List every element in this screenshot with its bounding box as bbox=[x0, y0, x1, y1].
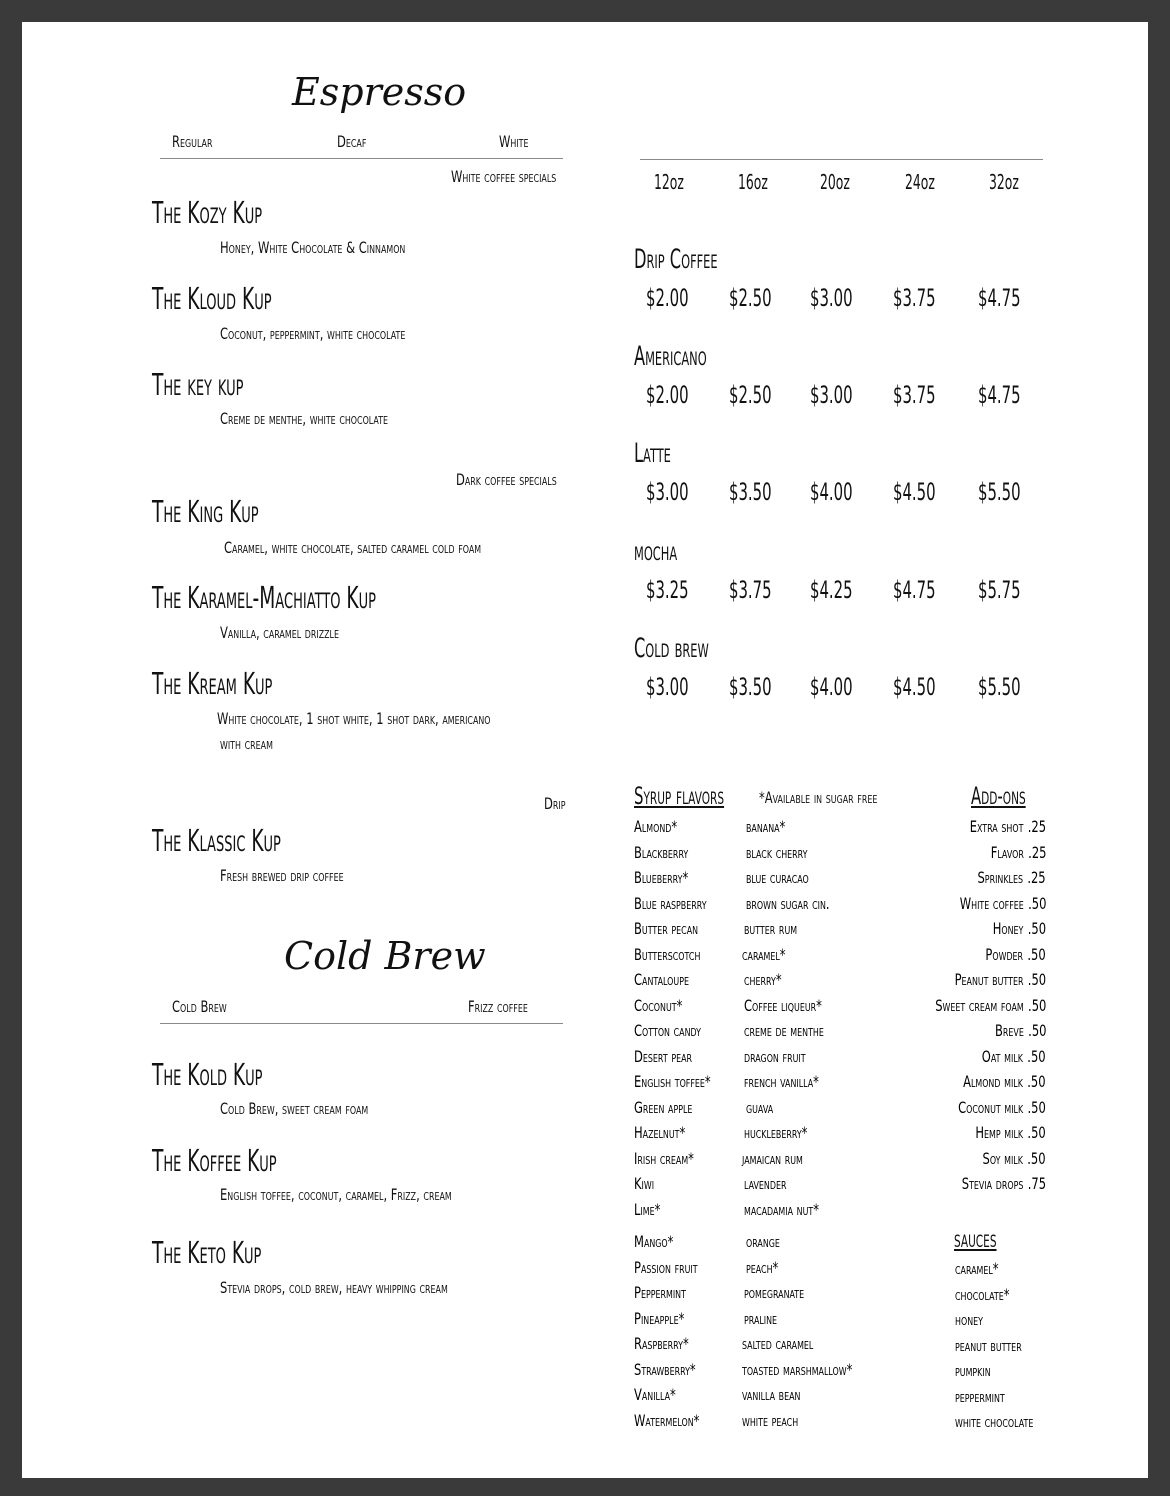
syrup-heading: Syrup flavors bbox=[634, 782, 725, 810]
syrup-item: Mango* bbox=[634, 1232, 674, 1251]
syrup-item: blue curacao bbox=[746, 868, 809, 887]
syrup-item: white peach bbox=[742, 1410, 799, 1430]
addon-price: .25 bbox=[1027, 817, 1046, 836]
price-value: $4.75 bbox=[978, 284, 1021, 312]
sauce-item: peppermint bbox=[955, 1386, 1005, 1406]
price-item-name: Cold brew bbox=[634, 633, 709, 664]
price-value: $4.00 bbox=[810, 478, 853, 506]
price-item-name: Americano bbox=[634, 341, 707, 372]
drink-desc: White chocolate, 1 shot white, 1 shot dark, americano bbox=[217, 709, 491, 728]
drink-desc: English toffee, coconut, caramel, Frizz, cream bbox=[220, 1185, 452, 1204]
espresso-col-regular: Regular bbox=[172, 132, 213, 151]
price-value: $2.00 bbox=[646, 381, 689, 409]
size-24oz: 24oz bbox=[905, 170, 935, 194]
syrup-item: butter rum bbox=[744, 919, 798, 938]
syrup-item: lavender bbox=[744, 1174, 787, 1193]
addon-price: .75 bbox=[1027, 1174, 1046, 1193]
dark-specials-label: Dark coffee specials bbox=[456, 470, 557, 489]
addon-name: Powder bbox=[985, 944, 1024, 964]
price-value: $3.00 bbox=[810, 284, 853, 312]
drink-name: The King Kup bbox=[152, 495, 259, 530]
syrup-item: Desert pear bbox=[634, 1046, 693, 1066]
price-item-name: mocha bbox=[634, 536, 678, 567]
syrup-item: caramel* bbox=[742, 944, 786, 964]
syrup-item: Kiwi bbox=[634, 1174, 655, 1193]
addon-price: .50 bbox=[1027, 1046, 1046, 1066]
addon-item bbox=[978, 868, 1046, 887]
addon-name: Flavor bbox=[990, 842, 1024, 862]
size-12oz: 12oz bbox=[654, 170, 684, 194]
cold-brew-col-2: Frizz coffee bbox=[468, 997, 528, 1016]
addon-item bbox=[962, 1174, 1046, 1193]
syrup-item: Vanilla* bbox=[634, 1385, 676, 1404]
drink-desc: Cold Brew, sweet cream foam bbox=[220, 1099, 369, 1118]
syrup-item: peach* bbox=[746, 1257, 779, 1277]
syrup-item: pomegranate bbox=[744, 1283, 805, 1302]
price-value: $3.00 bbox=[646, 478, 689, 506]
drink-name: The key kup bbox=[152, 368, 244, 403]
price-value: $3.75 bbox=[729, 576, 772, 604]
syrup-item: salted caramel bbox=[742, 1334, 814, 1353]
syrup-item: praline bbox=[744, 1308, 778, 1328]
addon-name: Peanut butter bbox=[954, 970, 1024, 989]
syrup-item: Strawberry* bbox=[634, 1359, 696, 1379]
sauce-item: pumpkin bbox=[955, 1361, 991, 1380]
syrup-item: Watermelon* bbox=[634, 1410, 700, 1430]
syrup-item: brown sugar cin. bbox=[746, 893, 830, 913]
price-value: $4.75 bbox=[893, 576, 936, 604]
syrup-item: Butterscotch bbox=[634, 944, 701, 964]
addon-name: Sweet cream foam bbox=[934, 995, 1024, 1015]
syrup-item: English toffee* bbox=[634, 1072, 711, 1091]
addon-price: .50 bbox=[1027, 944, 1046, 964]
addon-item bbox=[983, 1149, 1046, 1168]
price-value: $4.75 bbox=[978, 381, 1021, 409]
price-value: $2.00 bbox=[646, 284, 689, 312]
price-value: $3.50 bbox=[729, 673, 772, 701]
espresso-title: Espresso bbox=[292, 70, 467, 114]
addon-item bbox=[964, 1072, 1046, 1091]
price-value: $4.00 bbox=[810, 673, 853, 701]
price-item-name: Latte bbox=[634, 438, 671, 469]
price-divider bbox=[640, 159, 1043, 160]
white-specials-label: White coffee specials bbox=[451, 167, 557, 186]
addon-name: Almond milk bbox=[963, 1072, 1024, 1091]
addon-price: .50 bbox=[1027, 1021, 1046, 1040]
espresso-col-white: White bbox=[499, 132, 529, 151]
syrup-item: macadamia nut* bbox=[744, 1199, 820, 1219]
drink-name: The Kloud Kup bbox=[152, 282, 272, 317]
price-value: $2.50 bbox=[729, 284, 772, 312]
sauce-item: caramel* bbox=[955, 1259, 999, 1278]
drink-desc: Coconut, peppermint, white chocolate bbox=[220, 324, 406, 343]
size-20oz: 20oz bbox=[820, 170, 850, 194]
drink-desc: Caramel, white chocolate, salted caramel cold foam bbox=[224, 538, 482, 557]
drink-name: The Klassic Kup bbox=[152, 824, 281, 859]
drink-name: The Kold Kup bbox=[152, 1058, 263, 1093]
syrup-item: Hazelnut* bbox=[634, 1123, 686, 1142]
addon-price: .50 bbox=[1027, 893, 1046, 913]
size-32oz: 32oz bbox=[989, 170, 1019, 194]
sauce-item: chocolate* bbox=[955, 1284, 1010, 1304]
addon-price: .50 bbox=[1027, 995, 1046, 1015]
syrup-item: Blackberry bbox=[634, 842, 689, 862]
addon-price: .50 bbox=[1027, 1072, 1046, 1091]
drink-desc: Vanilla, caramel drizzle bbox=[220, 623, 339, 642]
syrup-item: Coffee liqueur* bbox=[744, 995, 822, 1015]
syrup-item: Butter pecan bbox=[634, 919, 699, 938]
addon-name: Extra shot bbox=[969, 817, 1024, 836]
cold-brew-title: Cold Brew bbox=[284, 934, 486, 978]
espresso-divider bbox=[160, 158, 563, 159]
drink-desc: Stevia drops, cold brew, heavy whipping cream bbox=[220, 1278, 448, 1297]
sauce-item: peanut butter bbox=[955, 1335, 1022, 1355]
addon-name: Oat milk bbox=[982, 1046, 1024, 1066]
drip-label: Drip bbox=[544, 794, 566, 813]
sauce-item: honey bbox=[955, 1310, 983, 1329]
price-value: $4.25 bbox=[810, 576, 853, 604]
addon-price: .25 bbox=[1027, 842, 1046, 862]
drink-desc-cont: with cream bbox=[220, 734, 273, 753]
addon-price: .25 bbox=[1027, 868, 1046, 887]
cold-brew-divider bbox=[160, 1023, 563, 1024]
syrup-item: Pineapple* bbox=[634, 1308, 685, 1328]
syrup-item: banana* bbox=[746, 817, 786, 836]
price-value: $2.50 bbox=[729, 381, 772, 409]
syrup-item: black cherry bbox=[746, 842, 808, 862]
addon-item bbox=[993, 919, 1046, 938]
addon-item bbox=[935, 996, 1046, 1015]
addon-price: .50 bbox=[1027, 970, 1046, 989]
price-value: $4.50 bbox=[893, 673, 936, 701]
addon-name: White coffee bbox=[959, 893, 1024, 913]
drink-desc: Creme de menthe, white chocolate bbox=[220, 409, 389, 428]
price-value: $5.50 bbox=[978, 673, 1021, 701]
drink-name: The Koffee Kup bbox=[152, 1144, 277, 1179]
price-item-name: Drip Coffee bbox=[634, 244, 718, 275]
espresso-col-decaf: Decaf bbox=[337, 132, 367, 151]
syrup-note: *Available in sugar free bbox=[759, 788, 878, 807]
price-value: $5.50 bbox=[978, 478, 1021, 506]
syrup-item: cherry* bbox=[744, 970, 782, 989]
syrup-item: Coconut* bbox=[634, 995, 683, 1015]
syrup-item: creme de menthe bbox=[744, 1021, 824, 1040]
price-value: $3.75 bbox=[893, 284, 936, 312]
syrup-item: Peppermint bbox=[634, 1283, 686, 1302]
addon-name: Hemp milk bbox=[975, 1123, 1024, 1142]
syrup-item: Irish cream* bbox=[634, 1148, 694, 1168]
syrup-item: orange bbox=[746, 1232, 780, 1251]
price-value: $3.75 bbox=[893, 381, 936, 409]
syrup-item: french vanilla* bbox=[744, 1072, 819, 1091]
syrup-item: jamaican rum bbox=[742, 1148, 803, 1168]
addon-item bbox=[986, 945, 1046, 964]
syrup-item: Raspberry* bbox=[634, 1334, 689, 1353]
size-16oz: 16oz bbox=[738, 170, 768, 194]
drink-desc: Honey, White Chocolate & Cinnamon bbox=[220, 238, 406, 257]
addon-price: .50 bbox=[1027, 919, 1046, 938]
price-value: $4.50 bbox=[893, 478, 936, 506]
addon-name: Stevia drops bbox=[961, 1174, 1024, 1193]
addon-item bbox=[982, 1047, 1046, 1066]
addon-item bbox=[954, 970, 1046, 989]
addon-name: Breve bbox=[994, 1021, 1024, 1040]
syrup-item: huckleberry* bbox=[744, 1123, 808, 1142]
price-value: $3.00 bbox=[810, 381, 853, 409]
sauces-heading: sauces bbox=[954, 1225, 997, 1253]
addon-item bbox=[990, 843, 1046, 862]
syrup-item: Blueberry* bbox=[634, 868, 689, 887]
syrup-item: toasted marshmallow* bbox=[742, 1359, 853, 1379]
drink-name: The Kream Kup bbox=[152, 667, 273, 702]
drink-desc: Fresh brewed drip coffee bbox=[220, 866, 344, 885]
drink-name: The Karamel-Machiatto Kup bbox=[152, 581, 377, 616]
price-value: $3.00 bbox=[646, 673, 689, 701]
addon-item bbox=[976, 1123, 1046, 1142]
syrup-item: dragon fruit bbox=[744, 1046, 806, 1066]
price-value: $3.25 bbox=[646, 576, 689, 604]
addon-item bbox=[959, 894, 1046, 913]
syrup-item: Passion fruit bbox=[634, 1257, 698, 1277]
sauce-item: white chocolate bbox=[955, 1412, 1034, 1431]
drink-name: The Keto Kup bbox=[152, 1236, 262, 1271]
syrup-item: Cotton candy bbox=[634, 1021, 702, 1040]
drink-name: The Kozy Kup bbox=[152, 196, 263, 231]
addon-price: .50 bbox=[1027, 1097, 1046, 1117]
addon-item bbox=[995, 1021, 1046, 1040]
syrup-item: vanilla bean bbox=[742, 1385, 801, 1404]
syrup-item: guava bbox=[746, 1097, 774, 1117]
addon-price: .50 bbox=[1027, 1123, 1046, 1142]
menu-page bbox=[22, 22, 1148, 1478]
syrup-item: Almond* bbox=[634, 817, 678, 836]
syrup-item: Green apple bbox=[634, 1097, 693, 1117]
addon-item bbox=[958, 1098, 1046, 1117]
cold-brew-col-1: Cold Brew bbox=[172, 997, 227, 1016]
addon-price: .50 bbox=[1027, 1148, 1046, 1168]
syrup-item: Cantaloupe bbox=[634, 970, 689, 989]
addon-name: Soy milk bbox=[982, 1148, 1024, 1168]
syrup-item: Lime* bbox=[634, 1199, 661, 1219]
addon-item bbox=[970, 817, 1046, 836]
addon-name: Sprinkles bbox=[977, 868, 1024, 887]
addon-name: Honey bbox=[992, 919, 1024, 938]
price-value: $5.75 bbox=[978, 576, 1021, 604]
addon-name: Coconut milk bbox=[958, 1097, 1024, 1117]
syrup-item: Blue raspberry bbox=[634, 893, 707, 913]
addons-heading: Add-ons bbox=[971, 782, 1026, 810]
price-value: $3.50 bbox=[729, 478, 772, 506]
